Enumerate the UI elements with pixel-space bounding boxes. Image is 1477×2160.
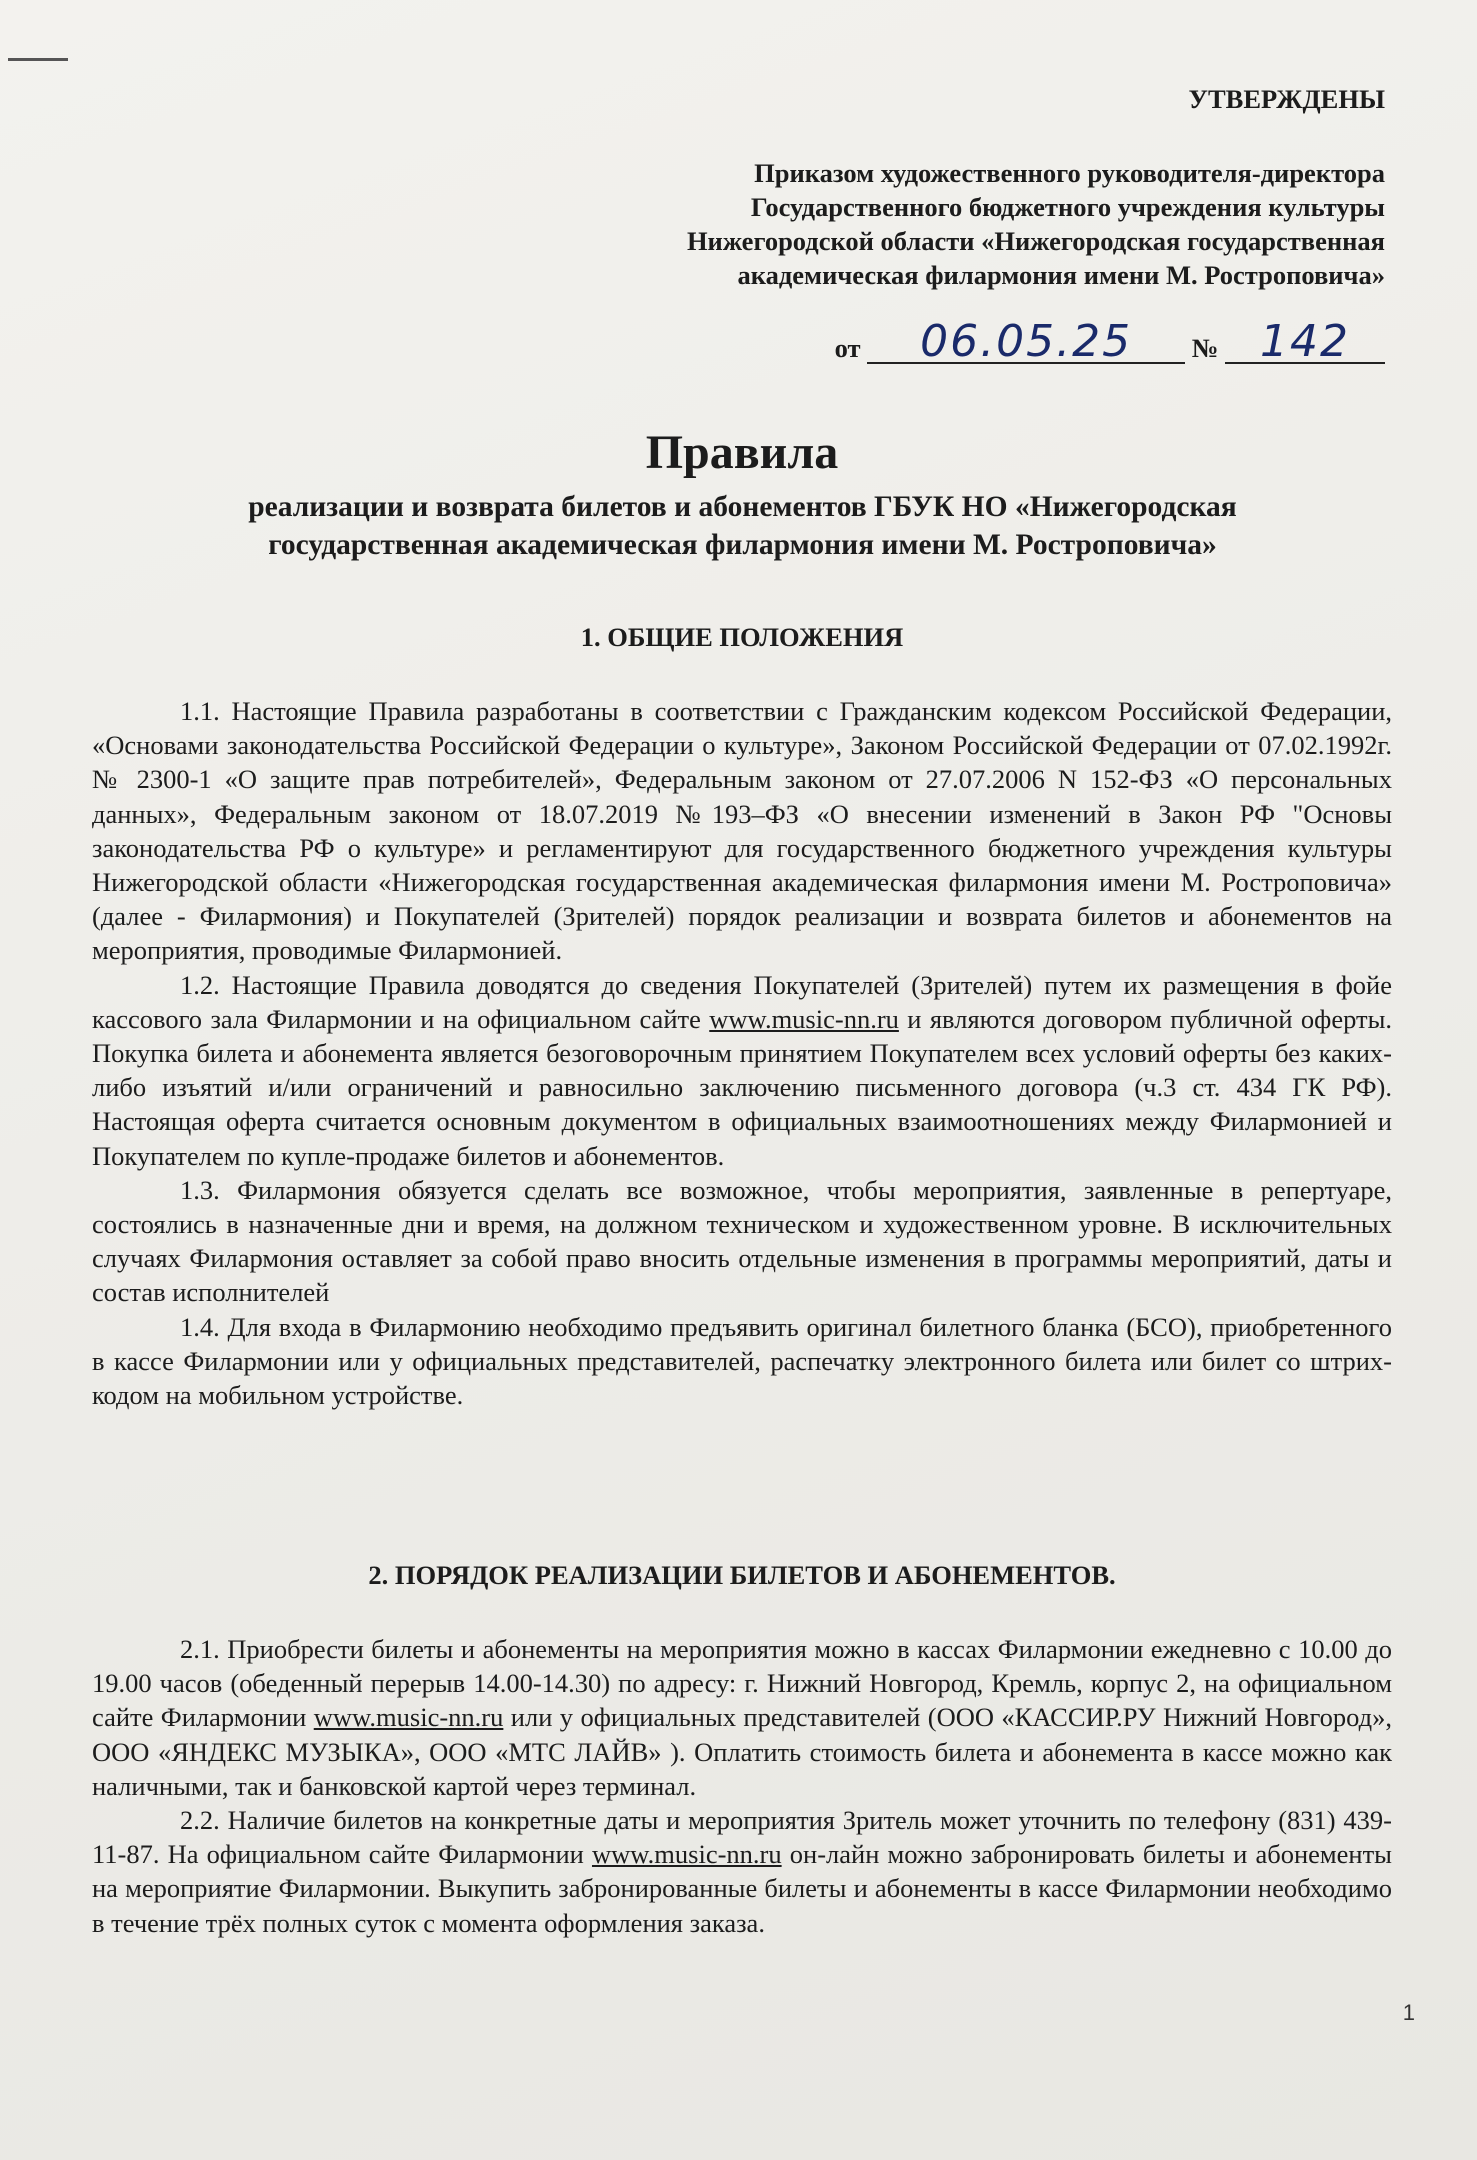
- approval-line: академическая филармония имени М. Ростроповича»: [737, 260, 1385, 290]
- document-subtitle: [100, 488, 1385, 564]
- approval-heading: УТВЕРЖДЕНЫ: [1188, 84, 1385, 114]
- subtitle-line: реализации и возврата билетов и абонементов ГБУК НО «Нижегородская: [248, 491, 1237, 523]
- paragraph-1-2: [92, 968, 1392, 1173]
- section-2-heading: 2. ПОРЯДОК РЕАЛИЗАЦИИ БИЛЕТОВ И АБОНЕМЕНТОВ.: [368, 1560, 1116, 1590]
- number-label: №: [1191, 333, 1219, 363]
- site-link[interactable]: www.music-nn.ru: [591, 1839, 782, 1870]
- paragraph-text: 1.2. Настоящие Правила доводятся до сведения Покупателей (Зрителей) путем их размещения в фойе кассового зала Филармонии и на официальном сайте: [92, 969, 1392, 1034]
- paragraph-text: 2.1. Приобрести билеты и абонементы на мероприятия можно в кассах Филармонии ежедневно с 10.00 до 19.00 часов (обеденный перерыв 14.00-14.30) по адресу: г. Нижний Новгород, Кремль, корпус 2, на официальном сайте Филармонии: [92, 1634, 1392, 1733]
- approval-line: Приказом художественного руководителя-директора: [754, 158, 1385, 188]
- site-link[interactable]: www.music-nn.ru: [313, 1702, 504, 1733]
- paragraph-2-2: [92, 1803, 1392, 1940]
- paragraph-1-1: 1.1. Настоящие Правила разработаны в соответствии с Гражданским кодексом Российской Федерации, «Основами законодательства Российской Федерации о культуре», Законом Российской Федерации от 07.02.1992г. № 2300-1 «О защите прав потребителей», Федеральным законом от 27.07.2006 N 152-ФЗ «О персональных данных», Федеральным законом от 18.07.2019 №193–ФЗ «О внесении изменений в Закон РФ "Основы законодательства РФ о культуре» и регламентируют для государственного бюджетного учреждения культуры Нижегородской области «Нижегородская государственная академическая филармония имени М. Ростроповича» (далее - Филармония) и Покупателей (Зрителей) порядок реализации и возврата билетов и абонементов на мероприятия, проводимые Филармонией.: [92, 696, 1392, 966]
- section-1-heading: 1. ОБЩИЕ ПОЛОЖЕНИЯ: [580, 622, 904, 652]
- edge-mark: [8, 58, 68, 61]
- paragraph-2-1: [92, 1632, 1392, 1803]
- from-label: от: [834, 333, 861, 363]
- paragraph-1-4: 1.4. Для входа в Филармонию необходимо предъявить оригинал билетного бланка (БСО), приобретенного в кассе Филармонии или у официальных представителей, распечатку электронного билета или билет со штрих-кодом на мобильном устройстве.: [92, 1311, 1392, 1411]
- site-link[interactable]: www.music-nn.ru: [709, 1003, 899, 1034]
- approval-stamp-block: [565, 82, 1385, 292]
- approval-line: Нижегородской области «Нижегородская государственная: [686, 226, 1385, 256]
- subtitle-line: государственная академическая филармония имени М. Ростроповича»: [268, 529, 1217, 561]
- order-date-number: [834, 316, 1385, 367]
- section-1-body: [92, 694, 1392, 1412]
- paragraph-1-3: 1.3. Филармония обязуется сделать все возможное, чтобы мероприятия, заявленные в репертуаре, состоялись в назначенные дни и время, на должном техническом и художественном уровне. В исключительных случаях Филармония оставляет за собой право вносить отдельные изменения в программы мероприятий, даты и состав исполнителей: [92, 1174, 1392, 1308]
- paragraph-text: 2.2. Наличие билетов на конкретные даты и мероприятия Зритель может уточнить по телефону (831) 439-11-87. На официальном сайте Филармонии: [92, 1805, 1392, 1870]
- handwritten-date: 06.05.25: [867, 322, 1185, 364]
- document-title: Правила: [645, 426, 839, 479]
- approval-line: Государственного бюджетного учреждения культуры: [750, 192, 1385, 222]
- page-number: 1: [1402, 2000, 1415, 2025]
- paragraph-text: он-лайн можно забронировать билеты и абонементы на мероприятие Филармонии. Выкупить забронированные билеты и абонементы в кассе Филармонии необходимо в течение трёх полных суток с момента оформления заказа.: [92, 1839, 1392, 1938]
- handwritten-number: 142: [1225, 322, 1385, 364]
- section-2-body: [92, 1632, 1392, 1940]
- paragraph-text: и являются договором публичной оферты. Покупка билета и абонемента является безоговорочным принятием Покупателем всех условий оферты без каких-либо изъятий и/или ограничений и равносильно заключению письменного договора (ч.3 ст. 434 ГК РФ). Настоящая оферта считается основным документом в официальных взаимоотношениях между Филармонией и Покупателем по купле-продаже билетов и абонементов.: [92, 1003, 1392, 1171]
- paragraph-text: или у официальных представителей (ООО «КАССИР.РУ Нижний Новгород», ООО «ЯНДЕКС МУЗЫКА», ООО «МТС ЛАЙВ» ). Оплатить стоимость билета и абонемента в кассе можно как наличными, так и банковской картой через терминал.: [92, 1702, 1393, 1801]
